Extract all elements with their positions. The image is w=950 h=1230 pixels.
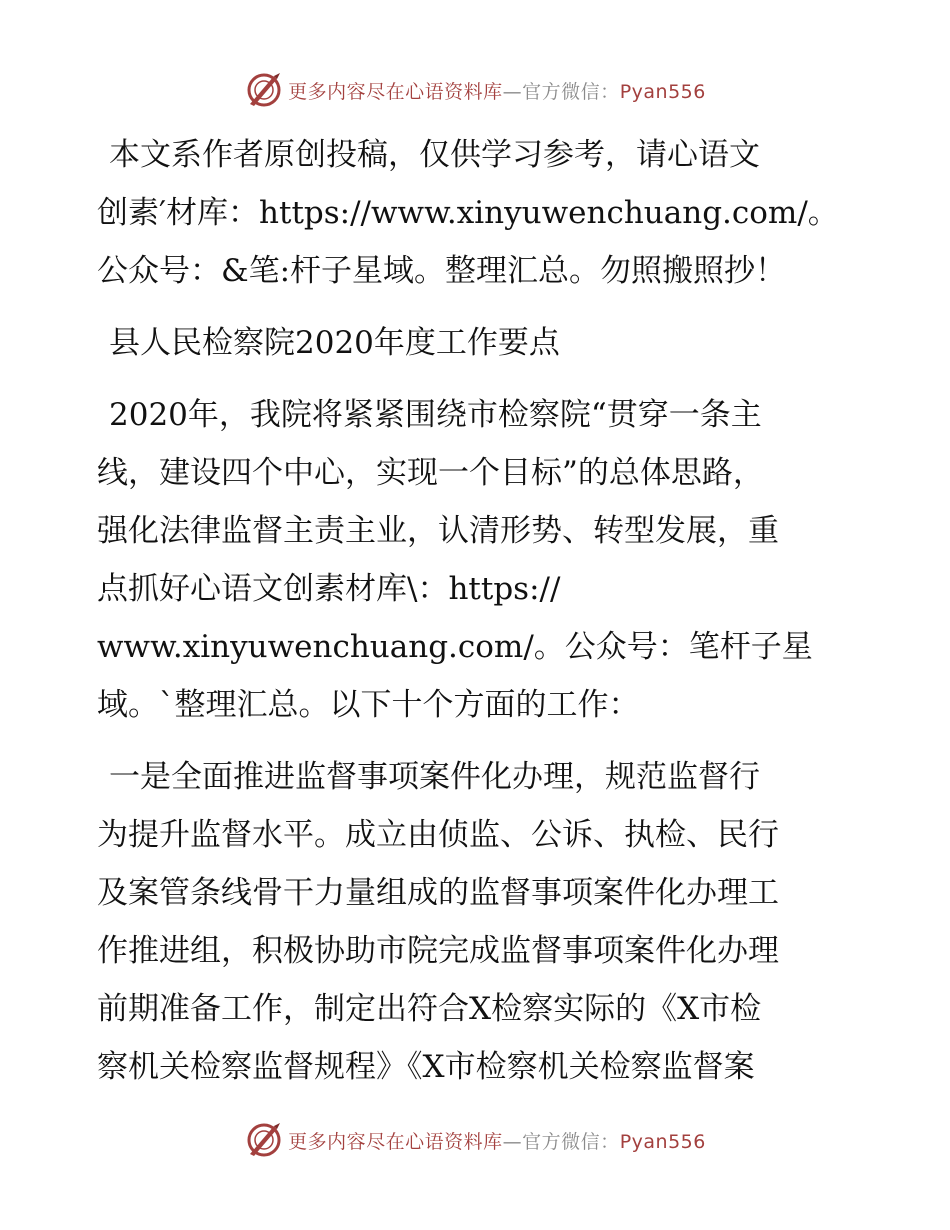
text-line: 作推进组，积极协助市院完成监督事项案件化办理 xyxy=(97,933,779,969)
text-line: 一是全面推进监督事项案件化办理，规范监督行 xyxy=(109,759,760,795)
header-banner xyxy=(0,68,950,112)
footer-banner xyxy=(0,1118,950,1162)
document-body xyxy=(97,126,857,1110)
text-line: 强化法律监督主责主业，认清形势、转型发展，重 xyxy=(97,513,779,549)
text-line: 本文系作者原创投稿，仅供学习参考，请心语文 xyxy=(109,137,760,173)
text-line: 县人民检察院2020年度工作要点 xyxy=(109,325,560,361)
banner-tagline: —官方微信： xyxy=(502,80,620,103)
footer-banner-text xyxy=(288,1127,706,1154)
text-line: 察机关检察监督规程》《X市检察机关检察监督案 xyxy=(97,1049,755,1085)
text-line: 线，建设四个中心，实现一个目标”的总体思路， xyxy=(97,455,764,491)
text-line: 点抓好心语文创素材库\：https:// xyxy=(97,571,561,607)
banner-wechat-id: Pyan556 xyxy=(619,1130,706,1153)
quill-pen-circle-logo xyxy=(244,70,284,110)
text-line: 为提升监督水平。成立由侦监、公诉、执检、民行 xyxy=(97,817,779,853)
text-line: 2020年，我院将紧紧围绕市检察院“贯穿一条主 xyxy=(109,397,762,433)
banner-brand: 更多内容尽在心语资料库 xyxy=(288,1130,503,1153)
text-line: 创素′材库：https://www.xinyuwenchuang.com/。 xyxy=(97,195,839,231)
banner-brand: 更多内容尽在心语资料库 xyxy=(288,80,503,103)
intro-paragraph xyxy=(97,386,857,734)
banner-tagline: —官方微信： xyxy=(502,1130,620,1153)
text-line: 公众号：&笔:杆子星域。整理汇总。勿照搬照抄！ xyxy=(97,253,787,289)
header-banner-text xyxy=(288,77,706,104)
text-line: 域。`整理汇总。以下十个方面的工作： xyxy=(97,687,640,723)
quill-pen-circle-logo xyxy=(244,1120,284,1160)
text-line: 及案管条线骨干力量组成的监督事项案件化办理工 xyxy=(97,875,779,911)
text-line: 前期准备工作，制定出符合X检察实际的《X市检 xyxy=(97,991,762,1027)
banner-wechat-id: Pyan556 xyxy=(619,80,706,103)
document-title xyxy=(97,314,857,372)
point-one-paragraph xyxy=(97,748,857,1096)
copyright-notice xyxy=(97,126,857,300)
text-line: www.xinyuwenchuang.com/。公众号：笔杆子星 xyxy=(97,629,813,665)
